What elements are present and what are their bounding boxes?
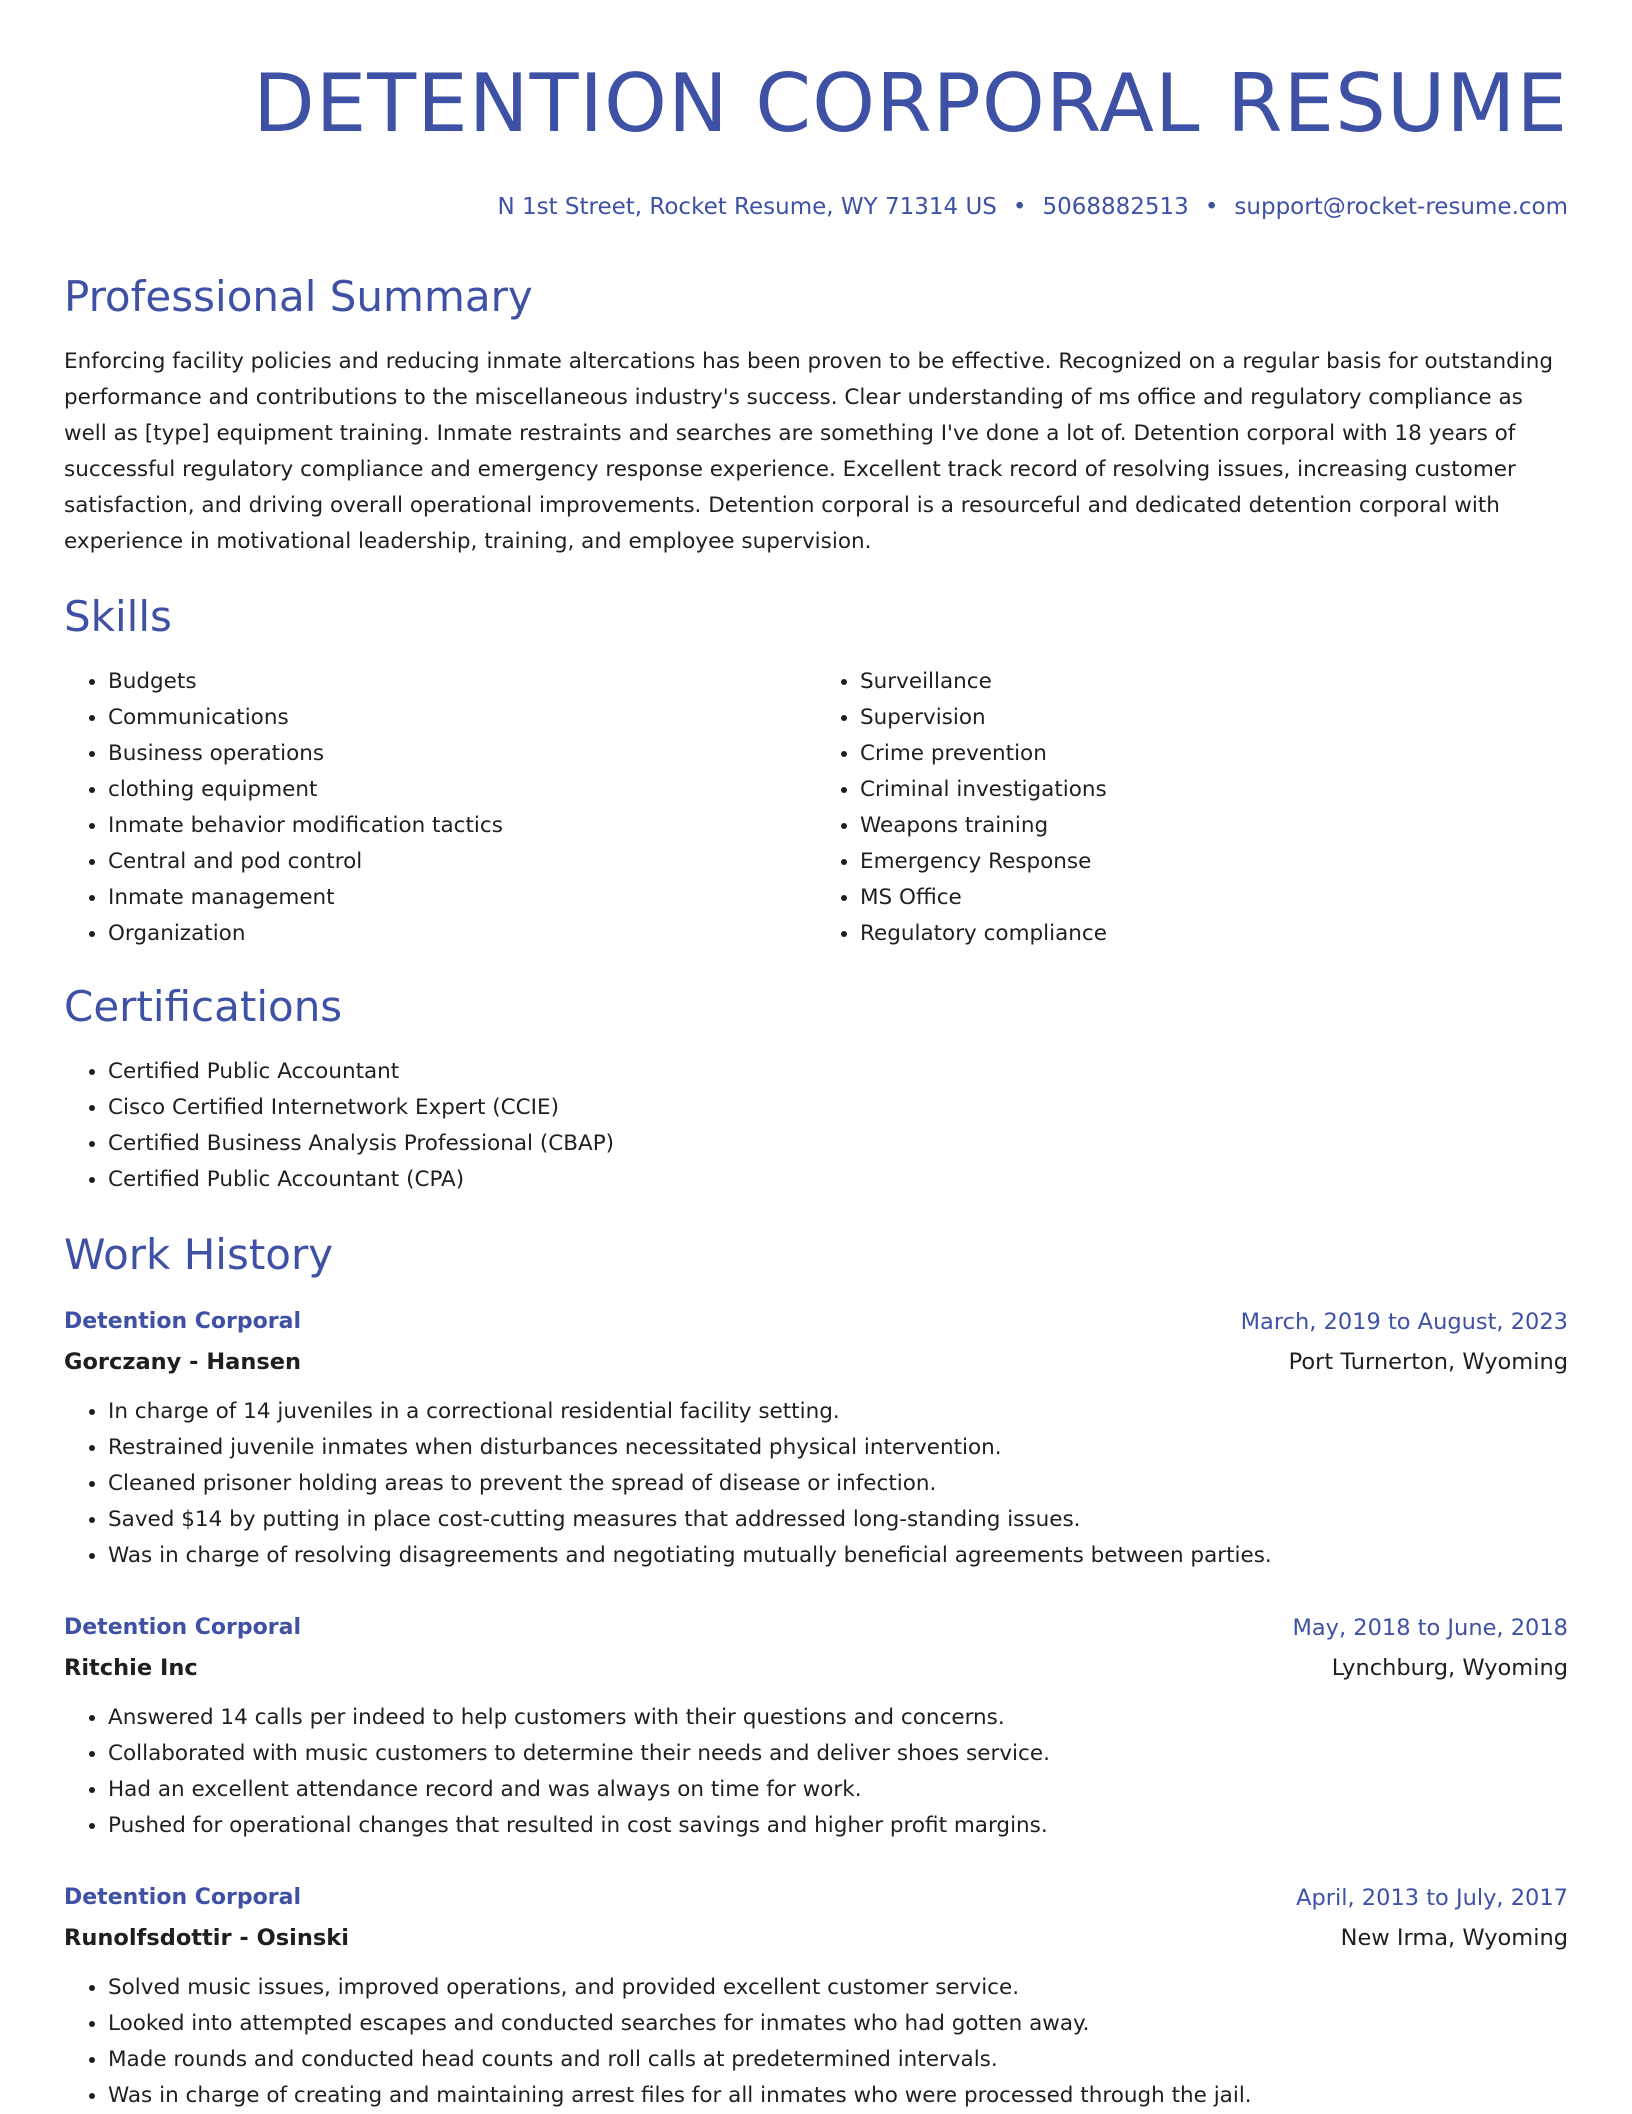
- job-location: Lynchburg, Wyoming: [1331, 1655, 1568, 1681]
- skill-item: • MS Office: [860, 880, 1568, 916]
- job-bullet: • Restrained juvenile inmates when disturbances necessitated physical intervention.: [108, 1430, 1568, 1466]
- job-dates: April, 2013 to July, 2017: [1296, 1885, 1568, 1911]
- contact-separator: •: [1012, 194, 1027, 220]
- job-bullet: • Looked into attempted escapes and conducted searches for inmates who had gotten away.: [108, 2006, 1568, 2042]
- job-header-row: [64, 1608, 1568, 1648]
- job-header-row: [64, 1302, 1568, 1342]
- skill-item: • Communications: [108, 700, 816, 736]
- skill-item: • Business operations: [108, 736, 816, 772]
- certifications-list: [64, 1054, 1568, 1198]
- job-bullet: • Cleaned prisoner holding areas to prevent the spread of disease or infection.: [108, 1466, 1568, 1502]
- work-history-heading: Work History: [64, 1230, 334, 1279]
- contact-phone: 5068882513: [1042, 194, 1189, 220]
- skill-item: • Organization: [108, 916, 816, 952]
- skill-item: • Crime prevention: [860, 736, 1568, 772]
- skill-item: • clothing equipment: [108, 772, 816, 808]
- job-company-row: [64, 1918, 1568, 1958]
- job-bullets: [64, 1394, 1568, 1574]
- skill-item: • Surveillance: [860, 664, 1568, 700]
- skill-item: • Budgets: [108, 664, 816, 700]
- job-entry: [64, 1302, 1568, 1574]
- contact-email[interactable]: support@rocket-resume.com: [1234, 194, 1568, 220]
- certification-item: • Certified Business Analysis Professional (CBAP): [108, 1126, 1568, 1162]
- certifications-heading: Certifications: [64, 982, 343, 1031]
- job-bullet: • Pushed for operational changes that resulted in cost savings and higher profit margins.: [108, 1808, 1568, 1844]
- contact-line: [64, 192, 1568, 222]
- job-location: Port Turnerton, Wyoming: [1288, 1349, 1568, 1375]
- job-bullet: • Had an excellent attendance record and was always on time for work.: [108, 1772, 1568, 1808]
- job-bullet: • In charge of 14 juveniles in a correctional residential facility setting.: [108, 1394, 1568, 1430]
- job-title: Detention Corporal: [64, 1309, 301, 1334]
- job-header-row: [64, 1878, 1568, 1918]
- job-bullet: • Was in charge of creating and maintaining arrest files for all inmates who were processed through the jail.: [108, 2078, 1568, 2114]
- job-bullet: • Solved music issues, improved operations, and provided excellent customer service.: [108, 1970, 1568, 2006]
- skills-heading: Skills: [64, 592, 172, 641]
- job-entry: [64, 1608, 1568, 1844]
- job-bullet: • Saved $14 by putting in place cost-cutting measures that addressed long-standing issues.: [108, 1502, 1568, 1538]
- skill-item: • Inmate behavior modification tactics: [108, 808, 816, 844]
- skill-item: • Supervision: [860, 700, 1568, 736]
- skill-item: • Criminal investigations: [860, 772, 1568, 808]
- skills-columns: [64, 664, 1568, 952]
- job-bullets: [64, 1700, 1568, 1844]
- skill-item: • Emergency Response: [860, 844, 1568, 880]
- skill-item: • Inmate management: [108, 880, 816, 916]
- certification-item: • Cisco Certified Internetwork Expert (CCIE): [108, 1090, 1568, 1126]
- skills-list-left: [64, 664, 816, 952]
- summary-text: Enforcing facility policies and reducing inmate altercations has been proven to be effective. Recognized on a regular basis for outstanding performance and contributions to the miscellaneous industry's success. Clear understanding of ms office and regulatory compliance as well as [type] equipment training. Inmate restraints and searches are something I've done a lot of. Detention corporal with 18 years of successful regulatory compliance and emergency response experience. Excellent track record of resolving issues, increasing customer satisfaction, and driving overall operational improvements. Detention corporal is a resourceful and dedicated detention corporal with experience in motivational leadership, training, and employee supervision.: [64, 349, 1554, 554]
- job-title: Detention Corporal: [64, 1885, 301, 1910]
- job-location: New Irma, Wyoming: [1340, 1925, 1568, 1951]
- skill-item: • Weapons training: [860, 808, 1568, 844]
- job-bullet: • Collaborated with music customers to determine their needs and deliver shoes service.: [108, 1736, 1568, 1772]
- job-company: Ritchie Inc: [64, 1655, 198, 1681]
- resume-title: DETENTION CORPORAL RESUME: [253, 57, 1568, 150]
- job-bullet: • Made rounds and conducted head counts and roll calls at predetermined intervals.: [108, 2042, 1568, 2078]
- certification-item: • Certified Public Accountant: [108, 1054, 1568, 1090]
- job-company-row: [64, 1342, 1568, 1382]
- job-title: Detention Corporal: [64, 1615, 301, 1640]
- job-company: Runolfsdottir - Osinski: [64, 1925, 349, 1951]
- job-entry: [64, 1878, 1568, 2114]
- contact-address: N 1st Street, Rocket Resume, WY 71314 US: [497, 194, 997, 220]
- job-bullet: • Answered 14 calls per indeed to help customers with their questions and concerns.: [108, 1700, 1568, 1736]
- job-company: Gorczany - Hansen: [64, 1349, 302, 1375]
- job-dates: March, 2019 to August, 2023: [1240, 1309, 1568, 1335]
- job-dates: May, 2018 to June, 2018: [1292, 1615, 1568, 1641]
- summary-heading: Professional Summary: [64, 272, 533, 321]
- job-bullets: [64, 1970, 1568, 2114]
- skill-item: • Regulatory compliance: [860, 916, 1568, 952]
- skill-item: • Central and pod control: [108, 844, 816, 880]
- job-bullet: • Was in charge of resolving disagreements and negotiating mutually beneficial agreements between parties.: [108, 1538, 1568, 1574]
- skills-list-right: [816, 664, 1568, 952]
- job-company-row: [64, 1648, 1568, 1688]
- contact-separator: •: [1204, 194, 1219, 220]
- certification-item: • Certified Public Accountant (CPA): [108, 1162, 1568, 1198]
